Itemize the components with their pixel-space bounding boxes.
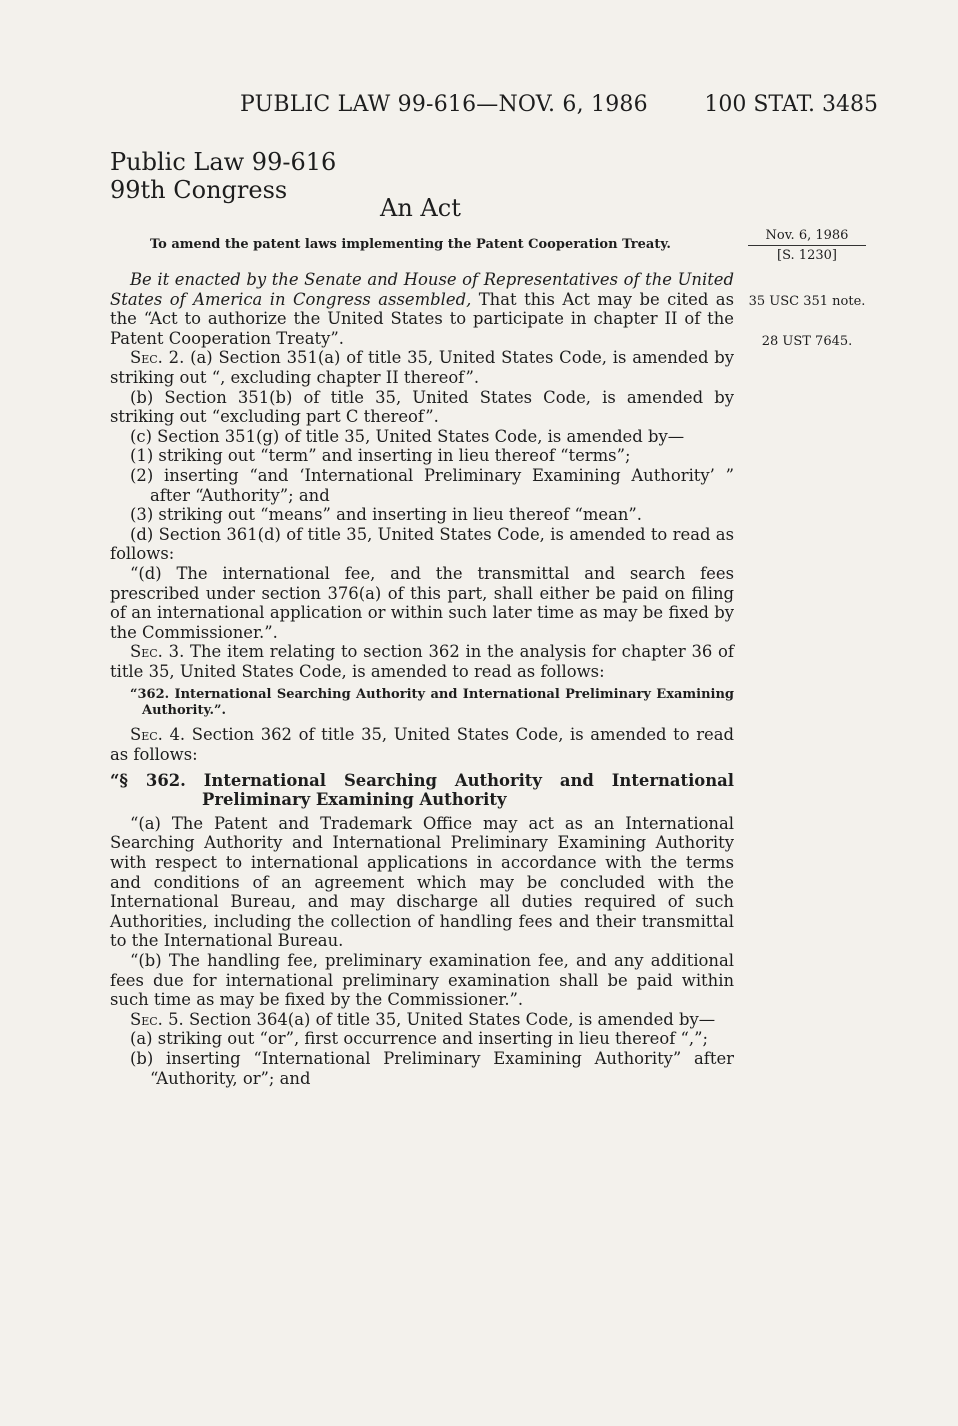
marginal-bill-number: [S. 1230]: [777, 248, 837, 263]
act-purpose: To amend the patent laws implementing the Patent Cooperation Treaty.: [150, 237, 671, 252]
section-5: Sec. 5. Section 364(a) of title 35, United States Code, is amended by—: [130, 1009, 716, 1029]
enacting-clause: Be it enacted by the Senate and House of Representatives of the United States of America in Congress assembled, That this Act may be cited as the “Act to authorize the United States to participate in chapter II of the Patent Cooperation Treaty”.: [110, 270, 734, 348]
section-2c-2: (2) inserting “and ‘International Preliminary Examining Authority’ ” after “Authority”; and: [130, 465, 734, 505]
section-2c-3: (3) striking out “means” and inserting in lieu thereof “mean”.: [130, 505, 642, 525]
show-through: [470, 152, 475, 170]
section-2c-1: (1) striking out “term” and inserting in lieu thereof “terms”;: [130, 446, 631, 466]
congress-number: 99th Congress: [110, 176, 288, 204]
act-body: [110, 270, 734, 1088]
section-5-a: (a) striking out “or”, first occurrence and inserting in lieu thereof “,”;: [130, 1029, 708, 1049]
section-2b: (b) Section 351(b) of title 35, United States Code, is amended by striking out “excluding part C thereof”.: [110, 387, 734, 427]
section-4: Sec. 4. Section 362 of title 35, United States Code, is amended to read as follows:: [110, 725, 734, 765]
section-3-quote: “362. International Searching Authority and International Preliminary Examining Authority.”.: [130, 687, 734, 719]
marginal-note-usc: 35 USC 351 note.: [748, 294, 866, 309]
public-law-number: Public Law 99-616: [110, 148, 337, 176]
section-362-heading: “§ 362. International Searching Authority and International Preliminary Examining Authority: [110, 770, 734, 810]
section-2d: (d) Section 361(d) of title 35, United States Code, is amended to read as follows:: [110, 524, 734, 564]
section-362-b: “(b) The handling fee, preliminary examination fee, and any additional fees due for international preliminary examination shall be paid within such time as may be fixed by the Commissioner.”.: [110, 951, 734, 1010]
section-362-a: “(a) The Patent and Trademark Office may act as an International Searching Authority and International Preliminary Examining Authority with respect to international applications in accordance with the terms and conditions of an agreement which may be concluded with the International Bureau, and may discharge all duties required of such Authorities, including the collection of handling fees and their transmittal to the International Bureau.: [110, 813, 734, 951]
statute-page-number: 100 STAT. 3485: [704, 92, 878, 117]
marginal-note-ust: 28 UST 7645.: [761, 334, 853, 349]
section-2a: Sec. 2. (a) Section 351(a) of title 35, United States Code, is amended by striking out “, excluding chapter II thereof”.: [110, 348, 735, 387]
section-2d-quote: “(d) The international fee, and the transmittal and search fees prescribed under section 376(a) of this part, shall either be paid on filing of an international application or within such later time as may be fixed by the Commissioner.”.: [110, 563, 734, 642]
running-header: PUBLIC LAW 99-616—NOV. 6, 1986: [240, 92, 648, 117]
section-3: Sec. 3. The item relating to section 362 in the analysis for chapter 36 of title 35, United States Code, is amended to read as follows:: [110, 642, 734, 681]
law-identification: [110, 148, 336, 204]
marginal-date: Nov. 6, 1986: [748, 228, 866, 246]
act-title: An Act: [380, 194, 461, 222]
section-5-b: (b) inserting “International Preliminary Examining Authority” after “Authority, or”; and: [130, 1048, 734, 1088]
section-2c: (c) Section 351(g) of title 35, United States Code, is amended by—: [130, 426, 685, 446]
